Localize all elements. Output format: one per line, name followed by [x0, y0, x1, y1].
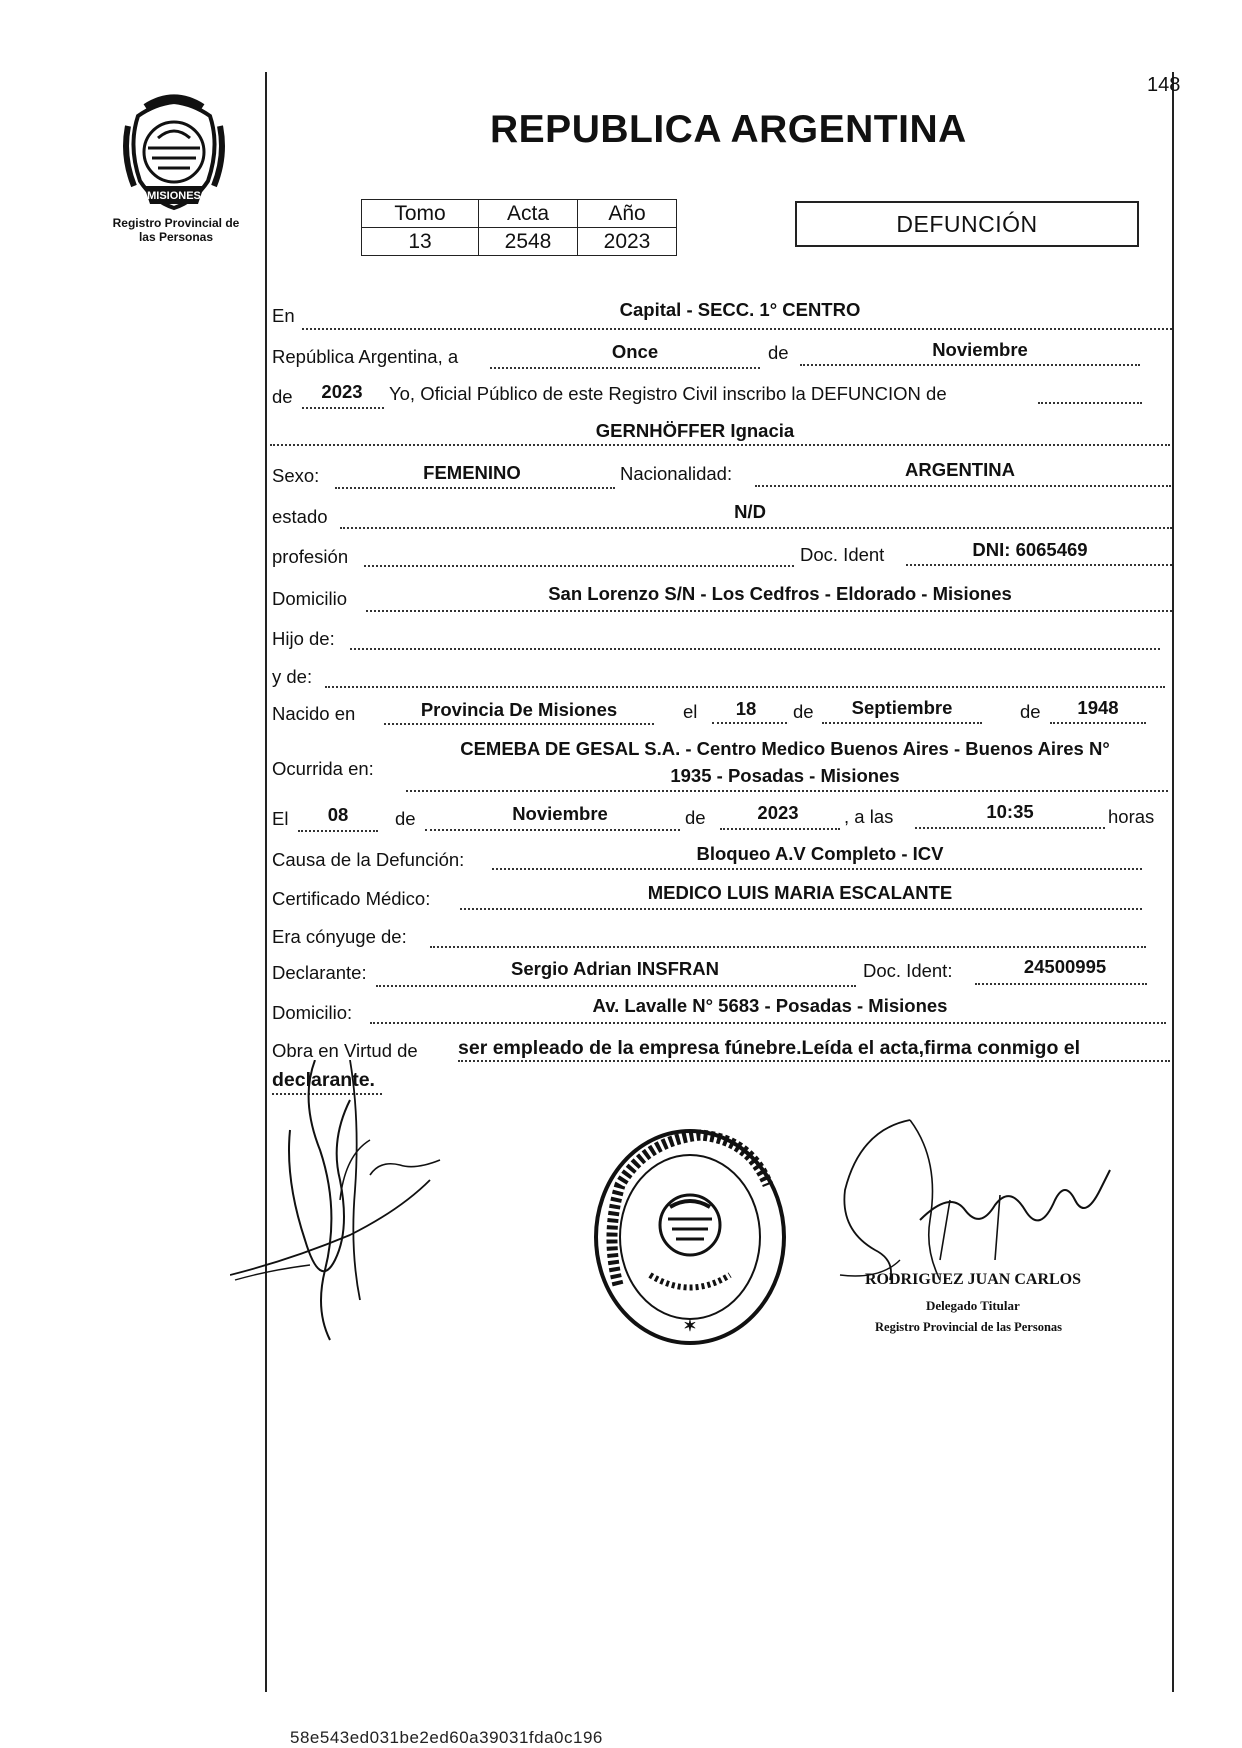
- line-nacido-anio: [1050, 722, 1146, 724]
- label-obra-en: Obra en Virtud de: [272, 1040, 418, 1061]
- label-nacido-el: el: [683, 701, 698, 722]
- line-ocurrida: [406, 790, 1168, 792]
- label-causa: Causa de la Defunción:: [272, 849, 465, 870]
- value-def-hora: 10:35: [986, 801, 1034, 822]
- line-domicilio: [366, 610, 1172, 612]
- svg-text:MISIONES: MISIONES: [147, 190, 201, 202]
- value-declarante-domicilio: Av. Lavalle N° 5683 - Posadas - Misiones: [592, 995, 948, 1016]
- line-sexo: [335, 487, 615, 489]
- line-declarante: [376, 985, 856, 987]
- line-dia: [490, 367, 760, 369]
- line-def-anio: [720, 828, 840, 830]
- label-yo-oficial: Yo, Oficial Público de este Registro Civil inscribo la DEFUNCION de: [389, 383, 947, 404]
- value-obra-line2: declarante.: [272, 1069, 375, 1091]
- tomo-value: 13: [362, 228, 479, 256]
- value-declarante: Sergio Adrian INSFRAN: [511, 958, 719, 979]
- value-mes-texto: Noviembre: [932, 339, 1028, 360]
- label-nacido-de-1: de: [793, 701, 814, 722]
- logo-caption: Registro Provincial de las Personas: [112, 216, 240, 244]
- page-title: REPUBLICA ARGENTINA: [490, 108, 967, 151]
- label-domicilio-2: Domicilio:: [272, 1002, 353, 1023]
- label-horas: horas: [1108, 806, 1155, 827]
- left-margin-line: [265, 72, 267, 1692]
- label-profesion: profesión: [272, 546, 349, 567]
- value-declarante-doc: 24500995: [1023, 956, 1107, 977]
- line-nacido-lugar: [384, 723, 654, 725]
- label-def-de-2: de: [685, 807, 706, 828]
- value-anio-texto: 2023: [321, 381, 363, 402]
- value-sexo: FEMENINO: [423, 462, 521, 483]
- value-nacido-lugar: Provincia De Misiones: [420, 699, 618, 720]
- label-republica: República Argentina, a: [272, 346, 459, 367]
- value-estado: N/D: [734, 501, 766, 522]
- value-nacido-mes: Septiembre: [851, 697, 953, 718]
- label-nacido-de-2: de: [1020, 701, 1041, 722]
- official-title: Delegado Titular: [926, 1298, 1020, 1313]
- record-table: [361, 199, 677, 256]
- line-domicilio-2: [370, 1022, 1166, 1024]
- acta-value: 2548: [479, 228, 578, 256]
- value-def-dia: 08: [327, 804, 349, 825]
- label-ocurrida-en: Ocurrida en:: [272, 758, 374, 779]
- label-de-2: de: [272, 386, 293, 407]
- line-nacionalidad: [755, 485, 1171, 487]
- official-org: Registro Provincial de las Personas: [875, 1320, 1063, 1334]
- line-def-mes: [425, 829, 680, 831]
- value-domicilio: San Lorenzo S/N - Los Cedfros - Eldorado - Misiones: [548, 583, 1012, 604]
- label-domicilio: Domicilio: [272, 588, 348, 609]
- line-profesion: [364, 565, 794, 567]
- line-yo: [1038, 402, 1142, 404]
- label-doc-ident: Doc. Ident: [800, 544, 885, 565]
- value-lugar: Capital - SECC. 1° CENTRO: [619, 299, 861, 320]
- value-def-anio: 2023: [757, 802, 799, 823]
- value-certificado: MEDICO LUIS MARIA ESCALANTE: [647, 882, 953, 903]
- value-obra-line1: ser empleado de la empresa fúnebre.Leída el acta,firma conmigo el: [458, 1037, 1081, 1059]
- line-def-hora: [915, 827, 1105, 829]
- value-def-mes: Noviembre: [512, 803, 608, 824]
- value-causa: Bloqueo A.V Completo - ICV: [696, 843, 944, 864]
- label-nacido-en: Nacido en: [272, 703, 356, 724]
- value-nacionalidad: ARGENTINA: [905, 459, 1015, 480]
- anio-header: Año: [578, 200, 677, 228]
- line-mes: [800, 364, 1140, 366]
- label-sexo: Sexo:: [272, 465, 320, 486]
- line-nacido-dia: [712, 722, 787, 724]
- line-causa: [492, 868, 1142, 870]
- official-stamp: [590, 1125, 790, 1350]
- line-conyuge: [430, 946, 1146, 948]
- acta-header: Acta: [479, 200, 578, 228]
- label-de-1: de: [768, 342, 789, 363]
- line-certificado: [460, 908, 1142, 910]
- record-type-box: DEFUNCIÓN: [795, 201, 1139, 247]
- label-estado: estado: [272, 506, 328, 527]
- right-margin-line: [1172, 72, 1174, 1692]
- line-nacido-mes: [822, 722, 982, 724]
- label-en: En: [272, 305, 295, 326]
- value-nacido-dia: 18: [735, 698, 757, 719]
- svg-text:✶: ✶: [683, 1318, 697, 1335]
- official-name: RODRIGUEZ JUAN CARLOS: [865, 1271, 1082, 1288]
- label-hijo-de: Hijo de:: [272, 628, 335, 649]
- anio-value: 2023: [578, 228, 677, 256]
- line-en: [302, 328, 1172, 330]
- line-declarante-doc: [975, 983, 1147, 985]
- line-doc: [906, 564, 1172, 566]
- line-hijo-de: [350, 648, 1160, 650]
- value-ocurrida-line2: 1935 - Posadas - Misiones: [670, 765, 900, 786]
- line-def-dia: [298, 830, 378, 832]
- value-doc: DNI: 6065469: [972, 539, 1088, 560]
- label-doc-ident-2: Doc. Ident:: [863, 960, 953, 981]
- line-estado: [340, 527, 1172, 529]
- misiones-seal-logo: [118, 86, 230, 214]
- value-fallecido: GERNHÖFFER Ignacia: [595, 420, 795, 441]
- page-number: 148: [1147, 74, 1181, 96]
- label-a-las: , a las: [844, 806, 894, 827]
- label-y-de: y de:: [272, 666, 313, 687]
- label-declarante: Declarante:: [272, 962, 367, 983]
- label-el: El: [272, 808, 289, 829]
- value-nacido-anio: 1948: [1077, 697, 1119, 718]
- value-dia-texto: Once: [611, 341, 659, 362]
- declarant-signature: [230, 1060, 490, 1350]
- line-anio: [302, 407, 384, 409]
- line-obra-1: [458, 1060, 1170, 1062]
- label-nacionalidad: Nacionalidad:: [620, 463, 733, 484]
- document-hash: 58e543ed031be2ed60a39031fda0c196: [290, 1728, 603, 1747]
- line-y-de: [325, 686, 1165, 688]
- tomo-header: Tomo: [362, 200, 479, 228]
- label-def-de-1: de: [395, 808, 416, 829]
- line-fallecido: [270, 444, 1170, 446]
- label-conyuge: Era cónyuge de:: [272, 926, 407, 947]
- value-ocurrida-line1: CEMEBA DE GESAL S.A. - Centro Medico Buenos Aires - Buenos Aires N°: [460, 738, 1110, 759]
- label-certificado: Certificado Médico:: [272, 888, 431, 909]
